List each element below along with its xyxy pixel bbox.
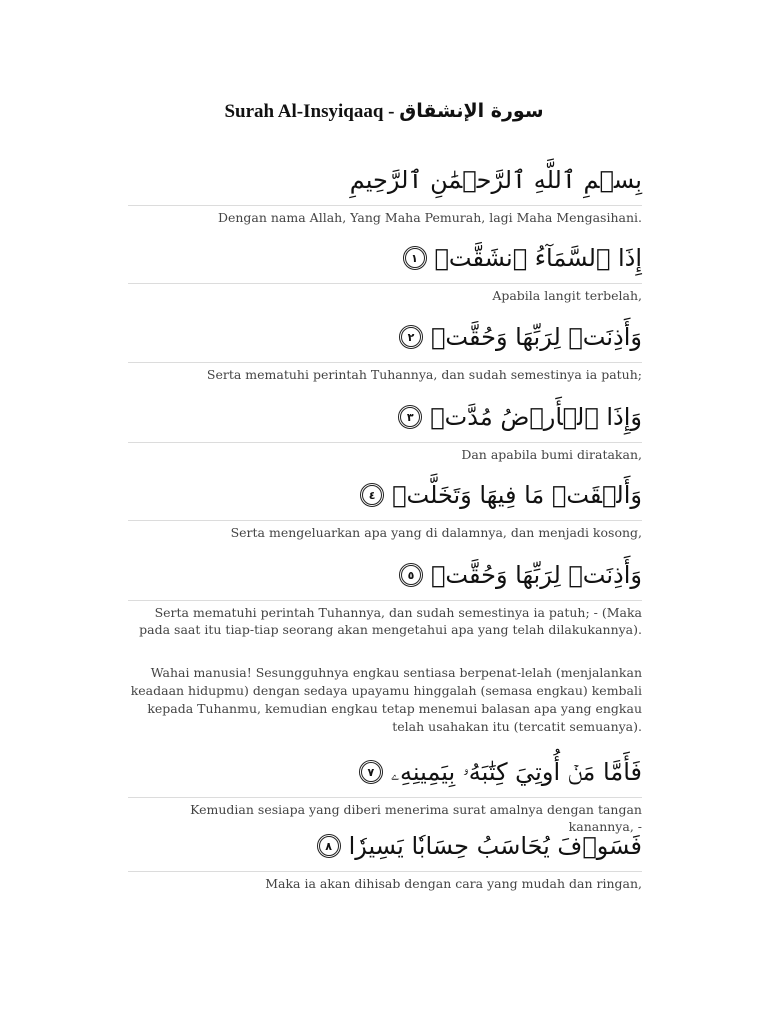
verse-arabic-line (128, 555, 642, 595)
divider (128, 205, 642, 206)
verse-block-7 (128, 752, 642, 835)
verse-arabic-text: إِذَا ٱلسَّمَآءُ ٱنشَقَّتۡ (434, 244, 642, 272)
verse-block-3 (128, 397, 642, 463)
verse-arabic-line (128, 397, 642, 437)
divider (128, 797, 642, 798)
verse-arabic-line (128, 475, 642, 515)
basmala-block (128, 160, 642, 226)
verse-translation: Serta mematuhi perintah Tuhannya, dan sudah semestinya ia patuh; - (Maka pada saat itu tiap-tiap seorang akan mengetahui apa yang telah dilakukannya). (139, 605, 642, 637)
verse-arabic-line (128, 752, 642, 792)
verse-arabic-text: وَأَذِنَتۡ لِرَبِّهَا وَحُقَّتۡ (431, 561, 642, 589)
divider (128, 283, 642, 284)
verse-translation: Kemudian sesiapa yang diberi menerima surat amalnya dengan tangan kanannya, - (190, 802, 642, 834)
verse-translation: Apabila langit terbelah, (492, 288, 642, 303)
verse-arabic-text: وَإِذَا ٱلۡأَرۡضُ مُدَّتۡ (430, 403, 642, 431)
divider (128, 362, 642, 363)
divider (128, 600, 642, 601)
title-arabic: سورة الإنشقاق (399, 100, 544, 122)
verse-arabic-line (128, 238, 642, 278)
verse-arabic-line (128, 317, 642, 357)
ayah-number-marker: ٧ (359, 760, 383, 784)
verse-block-1 (128, 238, 642, 304)
ayah-number-marker: ٨ (317, 834, 341, 858)
ayah-number-marker: ٢ (399, 325, 423, 349)
verse-block-5 (128, 555, 642, 638)
verse-translation: Maka ia akan dihisab dengan cara yang mudah dan ringan, (265, 876, 642, 891)
page-title (0, 100, 768, 123)
title-latin: Surah Al-Insyiqaaq - (224, 101, 400, 122)
ayah-number-marker: ١ (403, 246, 427, 270)
ayah-number-marker: ٥ (399, 563, 423, 587)
verse-block-2 (128, 317, 642, 383)
verse-arabic-text: فَسَوۡفَ يُحَاسَبُ حِسَابٗا يَسِيرٗا (348, 832, 642, 860)
verse-arabic-text: وَأَلۡقَتۡ مَا فِيهَا وَتَخَلَّتۡ (392, 481, 642, 509)
verse-translation: Serta mengeluarkan apa yang di dalamnya, dan menjadi kosong, (230, 525, 642, 540)
ayah-number-marker: ٤ (360, 483, 384, 507)
verse-translation: Dan apabila bumi diratakan, (461, 447, 642, 462)
divider (128, 871, 642, 872)
verse-arabic-text: وَأَذِنَتۡ لِرَبِّهَا وَحُقَّتۡ (431, 323, 642, 351)
verse-arabic-line (128, 826, 642, 866)
verse-block-8 (128, 826, 642, 892)
verse-block-4 (128, 475, 642, 541)
basmala-arabic (128, 160, 642, 200)
divider (128, 520, 642, 521)
verse-arabic-text: فَأَمَّا مَنۡ أُوتِيَ كِتَٰبَهُۥ بِيَمِينِهِۦ (390, 758, 642, 786)
verse-translation: Serta mematuhi perintah Tuhannya, dan sudah semestinya ia patuh; (206, 367, 642, 382)
paragraph-translation: Wahai manusia! Sesungguhnya engkau sentiasa berpenat-lelah (menjalankan keadaan hidupmu) dengan sedaya upayamu hinggalah (semasa engkau) kembali kepada Tuhanmu, kemudian engkau tetap menemui balasan apa yang engkau telah usahakan itu (tercatit semuanya). (130, 665, 642, 734)
ayah-number-marker: ٣ (398, 405, 422, 429)
basmala-translation: Dengan nama Allah, Yang Maha Pemurah, lagi Maha Mengasihani. (217, 210, 642, 225)
basmala-text: بِسۡمِ ٱللَّهِ ٱلرَّحۡمَٰنِ ٱلرَّحِيمِ (349, 166, 642, 194)
divider (128, 442, 642, 443)
